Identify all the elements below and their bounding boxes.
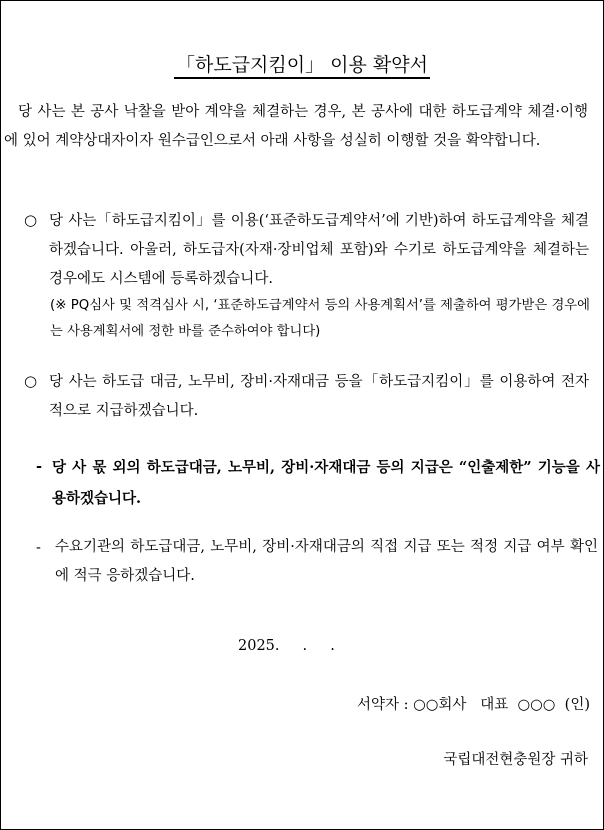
item-1-bullet: ○ — [24, 211, 38, 229]
intro-paragraph: 당 사는 본 공사 낙찰을 받아 계약을 체결하는 경우, 본 공사에 대한 하도급계약 체결·이행에 있어 계약상대자이자 원수급인으로서 아래 사항을 성실히 이행할 것을 확약합니다. — [4, 104, 588, 149]
title-rest: 이용 확약서 — [324, 54, 428, 76]
recipient-line: 국립대전현충원장 귀하 — [443, 752, 588, 768]
item-1-text: 당 사는「하도급지킴이」를 이용(‘표준하도급계약서’에 기반)하여 하도급계약을 체결하겠습니다. 아울러, 하도급자(자재·장비업체 포함)와 수기로 하도급계약을 체결하는 경우에도 시스템에 등록하겠습니다. — [49, 213, 589, 287]
item-2-text: 당 사는 하도급 대금, 노무비, 장비·자재대금 등을「하도급지킴이」를 이용하여 전자적으로 지급하겠습니다. — [49, 374, 589, 419]
sub-item-1-dash: - — [36, 458, 43, 475]
signer-line: 서약자 : ○○회사 대표 ○○○ (인) — [357, 697, 590, 713]
date-line: 2025. . . — [238, 638, 335, 654]
sub-item-2-dash: - — [36, 540, 41, 556]
title-service-name: 「하도급지킴이」 — [176, 54, 325, 76]
item-2-bullet: ○ — [24, 372, 38, 390]
sub-item-1-text: 당 사 몫 외의 하도급대금, 노무비, 장비·자재대금 등의 지급은 “인출제한” 기능을 사용하겠습니다. — [52, 459, 600, 507]
document-title — [0, 51, 604, 79]
sub-item-2-text: 수요기관의 하도급대금, 노무비, 장비·자재대금의 직접 지급 또는 적정 지급 여부 확인에 적극 응하겠습니다. — [55, 539, 598, 584]
item-1-note: (※ PQ심사 및 적격심사 시, ‘표준하도급계약서 등의 사용계획서’를 제출하여 평가받은 경우에는 사용계획서에 정한 바를 준수하여야 합니다) — [50, 298, 590, 339]
